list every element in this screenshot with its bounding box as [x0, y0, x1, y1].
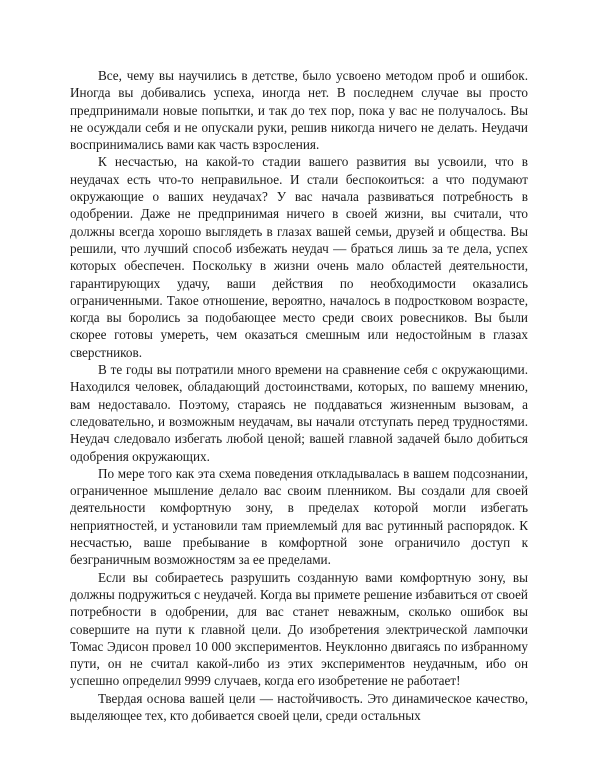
paragraph: По мере того как эта схема поведения откладывалась в вашем подсознании, ограниченное мышление делало вас своим пленником. Вы создали для своей деятельности комфортную зону, в пределах которой могли избегать неприятностей, и установили там приемлемый для вас рутинный распорядок. К несчастью, ваше пребывание в комфортной зоне ограничило доступ к безграничным возможностям за ее пределами.: [70, 465, 528, 568]
paragraph: К несчастью, на какой-то стадии вашего развития вы усвоили, что в неудачах есть что-то неправильное. И стали беспокоиться: а что подумают окружающие о ваших неудачах? У вас начала развиваться потребность в одобрении. Даже не предпринимая ничего в своей жизни, вы считали, что должны всегда хорошо выглядеть в глазах вашей семьи, друзей и общества. Вы решили, что лучший способ избежать неудач — браться лишь за те дела, успех которых обеспечен. Поскольку в жизни очень мало областей деятельности, гарантирующих удачу, ваши действия по необходимости оказались ограниченными. Такое отношение, вероятно, началось в подростковом возрасте, когда вы боролись за подобающее место среди своих ровесников. Вы были скорее готовы умереть, чем оказаться смешным или недостойным в глазах сверстников.: [70, 154, 528, 360]
paragraph: Твердая основа вашей цели — настойчивость. Это динамическое качество, выделяющее тех, кто добивается своей цели, среди остальных: [70, 690, 528, 723]
paragraph: В те годы вы потратили много времени на сравнение себя с окружающими. Находился человек, обладающий достоинствами, которых, по вашему мнению, вам недоставало. Поэтому, стараясь не поддаваться жизненным вызовам, а следовательно, и возможным неудачам, вы начали отступать перед трудностями. Неудач следовало избегать любой ценой; вашей главной задачей было добиться одобрения окружающих.: [70, 362, 528, 464]
paragraph: Все, чему вы научились в детстве, было усвоено методом проб и ошибок. Иногда вы добивались успеха, иногда нет. В последнем случае вы просто предпринимали новые попытки, и так до тех пор, пока у вас не получалось. Вы не осуждали себя и не опускали руки, решив никогда ничего не делать. Неудачи воспринимались вами как часть взросления.: [70, 68, 528, 153]
paragraph: Если вы собираетесь разрушить созданную вами комфортную зону, вы должны подружиться с неудачей. Когда вы примете решение избавиться от своей потребности в одобрении, для вас станет неважным, сколько ошибок вы совершите на пути к главной цели. До изобретения электрической лампочки Томас Эдисон провел 10 000 экспериментов. Неуклонно двигаясь по избранному пути, он не считал какой-либо из этих экспериментов неудачным, ибо он успешно определил 9999 случаев, когда его изобретение не работает!: [70, 569, 528, 689]
body-text: [70, 67, 528, 724]
